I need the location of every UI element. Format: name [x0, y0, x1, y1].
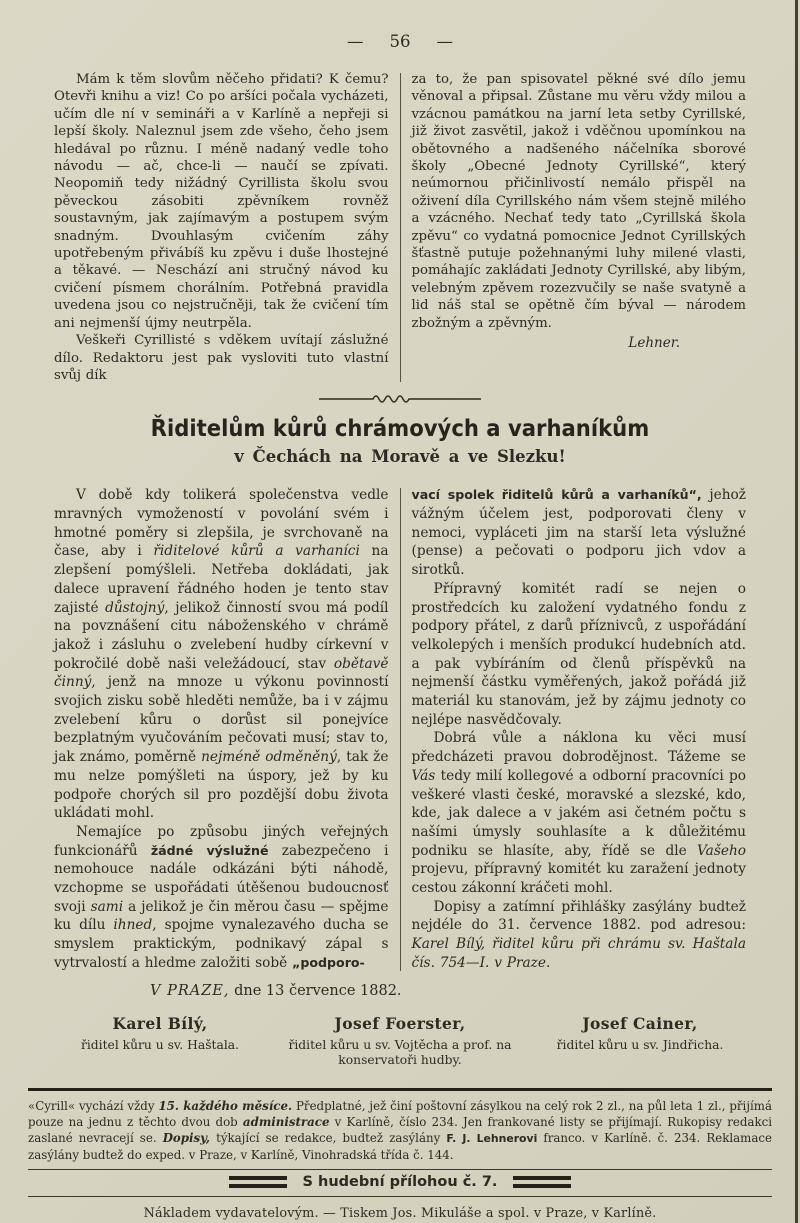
text-segment: , jelikož činností svou má podíl na povznášení citu náboženského v chrámě jakož i zásluhu o zvelebení hudby církevní v pokročilé době naši veležádoucí, stav [54, 599, 389, 672]
text-segment: na zlepšení pomýšleli. Netřeba dokládati, jak dalece upravení řádného hoden je tento stav zajisté [54, 543, 389, 616]
text-segment: v Karlíně, číslo 234. Jen frankované listy se přijímají. Rukopisy redakci zaslané nevracejí se. [28, 1114, 772, 1145]
signature-block [40, 1014, 280, 1068]
text-segment: Dopisy a zatímní přihlášky zasýlány budtež nejdéle do 31. července 1882. pod adresou: [411, 898, 746, 934]
paragraph [54, 486, 389, 823]
signatory-role: řiditel kůru u sv. Vojtěcha a prof. na konservatoři hudby. [288, 1037, 512, 1067]
text-segment: Vás [411, 767, 436, 784]
signatory-name: Josef Cainer, [582, 1013, 698, 1033]
text-segment: Nemajíce po způsobu jiných veřejných funkcionářů [54, 823, 389, 859]
masthead-small-print [28, 1098, 772, 1163]
appeal-right-column [412, 486, 747, 972]
imprint-line: Nákladem vydavatelovým. — Tiskem Jos. Mikuláše a spol. v Praze, v Karlíně. [143, 1205, 657, 1221]
signature-block [280, 1014, 520, 1068]
footer-rule-thin [28, 1169, 772, 1170]
paragraph [412, 729, 747, 897]
top-article-right-column [412, 71, 747, 384]
text-segment: sami [90, 898, 124, 915]
author-signature: Lehner. [628, 335, 680, 352]
appeal-subtitle: v Čechách na Moravě a ve Slezku! [234, 447, 566, 467]
supplement-line [0, 1174, 800, 1190]
text-segment: tedy milí kollegové a odborní pracovníci po veškeré vlasti české, moravské a slezské, kdo, kde, jak dalece a v jakém asi četném počtu s našími úmysly souhlasíte a k důležitému podniku se hlasíte, aby, řídě se dle [411, 767, 746, 859]
paragraph [54, 332, 389, 384]
text-segment: Veškeři Cyrillisté s vděkem uvítají záslužné dílo. Redaktoru jest pak vysloviti tuto vlastní svůj dík [54, 333, 389, 383]
footer-rule-thin-2 [28, 1196, 772, 1197]
text-segment: nejméně odměněný [201, 749, 337, 766]
text-segment: Mám k těm slovům něčeho přidati? K čemu? Otevři knihu a viz! Co po aršíci počala vycházeti, učím dle ní v semináři a v Karlíně a nepřeji si lepší školy. Naleznul jsem zde všeho, čeho jsem hledával po různu. I méně nadaný vedle toho návodu — ač, chce-li — naučí se zpívati. Neopomiň tedy nižádný Cyrillista školu svou pěveckou zásobiti zpěvníkem rovněž soustavným, jak zajímavým a postupem svým snadným. Dvouhlasým cvičením záhy upotřebeným přivábíš ku zpěvu i duše lhostejné a těkavé. — Neschází ani stručný návod ku cvičení písmem chorálním. Potřebná pravidla uvedena jsou co nejstručněji, tak že cvičení tím ani nejmenší újmy neutrpěla. [54, 72, 389, 331]
top-article-left-column [54, 71, 389, 384]
text-segment: vací spolek řiditelů kůrů a varhaníků“, [411, 487, 702, 503]
signature-row [40, 1014, 760, 1068]
footer-rule-thick [28, 1088, 772, 1091]
signature-block [520, 1014, 760, 1068]
text-segment: zabezpečeno i nemohouce nadále odkázáni býti náhodě, vzchopme se uspořádati útěšenou budoucnosť svoji [54, 842, 389, 915]
dateline [150, 983, 746, 999]
text-segment: , spojme vynalezavého ducha se smyslem praktickým, podnikavý zápal s vytrvalostí a hledme založiti sobě [54, 917, 389, 971]
paragraph [412, 486, 747, 580]
appeal-columns [54, 486, 746, 972]
text-segment: Karel Bílý, řiditel kůru při chrámu sv. Haštala čís. 754—I. v Praze. [411, 936, 746, 971]
text-segment: «Cyrill« vychází vždy [28, 1098, 159, 1113]
text-segment: Přípravný komitét radí se nejen o prostředcích ku založení vydatného fondu z podpory přátel, z darů příznivců, z uspořádání velkolepých i menších produkcí hudebních atd. a pak vybíráním od členů příspěvků na nejmenší částku vyměřených, jakož pořádá již materiál ku stanovám, jež by zájmu jednoty co nejlépe nasvědčovaly. [411, 580, 746, 728]
signatory-role: řiditel kůru u sv. Jindřicha. [556, 1037, 724, 1052]
text-segment: Vašeho [697, 842, 746, 859]
text-segment: , tak že mu nelze pomýšleti na úspory, jež by ku podpoře chorých sil pro pozdější dobu života ukládati mohl. [54, 749, 389, 822]
page-number-header [0, 0, 800, 51]
text-segment: Dobrá vůle a náklona ku věci musí předcházeti pravou dobrodějnost. Tážeme se [411, 730, 746, 766]
text-segment: Předplatné, jež činí poštovní zásylkou na celý rok 2 zl., na půl leta 1 zl., přijímá pouze na jednu z těchto dvou dob [28, 1098, 772, 1129]
text-segment: týkající se redakce, budtež zasýlány [210, 1130, 447, 1145]
text-segment: V době kdy tolikerá společenstva vedle mravných vymožeností v povolání svém i hmotné poměry si zlepšila, je svrchovaně na čase, aby i [54, 487, 389, 560]
text-segment: žádné výslužné [150, 842, 269, 858]
text-segment: dne 13 července 1882. [229, 982, 402, 999]
text-segment: V PRAZE, [150, 982, 230, 999]
text-segment: řiditelové kůrů a varhaníci [153, 543, 360, 560]
appeal-left-column [54, 486, 389, 972]
top-article-columns [54, 71, 746, 384]
double-bar-left-icon [229, 1176, 287, 1188]
column-rule [400, 73, 401, 382]
page-number: 56 [389, 32, 411, 51]
column-rule [400, 488, 401, 970]
appeal-title: Řiditelům kůrů chrámových a varhaníkům [150, 416, 650, 443]
paragraph [54, 823, 389, 973]
text-segment: důstojný [105, 599, 165, 616]
text-segment: administrace [242, 1114, 330, 1129]
paragraph [412, 580, 747, 730]
paragraph [412, 898, 747, 973]
supplement-text: S hudební přílohou č. 7. [302, 1173, 498, 1190]
signatory-name: Karel Bílý, [112, 1013, 208, 1033]
text-segment: ihned [113, 917, 153, 934]
squiggle-divider [0, 393, 800, 405]
text-segment: obětavě činný [54, 655, 389, 691]
text-segment: franco. v Karlíně. č. 234. Reklamace zasýlány budtež do exped. v Praze, v Karlíně, Vinohradská třída č. 144. [28, 1130, 772, 1162]
signatory-role: řiditel kůru u sv. Haštala. [80, 1037, 239, 1052]
signatory-name: Josef Foerster, [334, 1013, 466, 1033]
text-segment: F. J. Lehnerovi [446, 1131, 538, 1145]
text-segment: za to, že pan spisovatel pěkné své dílo jemu věnoval a připsal. Zůstane mu věru vždy milou a vzácnou památkou na jarní leta setby Cyrillské, již život zasvětil, jakož i vděčnou upomínkou na obětovného a nadšeného náčelníka sborové školy „Obecné Jednoty Cyrillské“, který neúmornou přičinlivostí nemálo přispěl na oživení díla Cyrillského nám všem stejně milého a vzácného. Nechať tedy tato „Cyrillská škola zpěvu“ co vydatná pomocnice Jednot Cyrillských šťastně putuje požehnanými luhy milené vlasti, pomáhajíc zakládati Jednoty Cyrillské, aby libým, velebným zpěvem rozezvučily se naše svatyně a lid náš stal se opětně čím býval — národem zbožným a zpěvným. [411, 72, 746, 331]
page-number-dash-left: — [347, 32, 364, 51]
page-number-dash-right: — [436, 32, 453, 51]
text-segment: projevu, přípravný komitét ku zaražení jednoty cestou zákonní kráčeti mohl. [411, 861, 746, 897]
paragraph [412, 71, 747, 332]
text-segment: Dopisy, [162, 1130, 210, 1145]
text-segment: „podporo- [292, 954, 365, 970]
double-bar-right-icon [513, 1176, 571, 1188]
text-segment: , jenž na mnoze u výkonu povinností svojich zisku sobě hleděti nemůže, ba i v zájmu zvelebení kůru o dorůst sil ponejvíce bezplatným vyučováním pečovati musí; stav to, jak známo, poměrně [54, 674, 389, 766]
text-segment: jehož vážným účelem jest, podporovati členy v nemoci, vypláceti jim na starší leta výslužné (pense) a pečovati o podporu jich vdov a sirotků. [411, 487, 746, 579]
text-segment: a jelikož je čin měrou času — spějme ku dílu [54, 898, 389, 934]
top-article-right-text [412, 71, 747, 332]
text-segment: 15. každého měsíce. [158, 1098, 293, 1113]
scan-edge-line [795, 0, 798, 1223]
paragraph [54, 71, 389, 332]
